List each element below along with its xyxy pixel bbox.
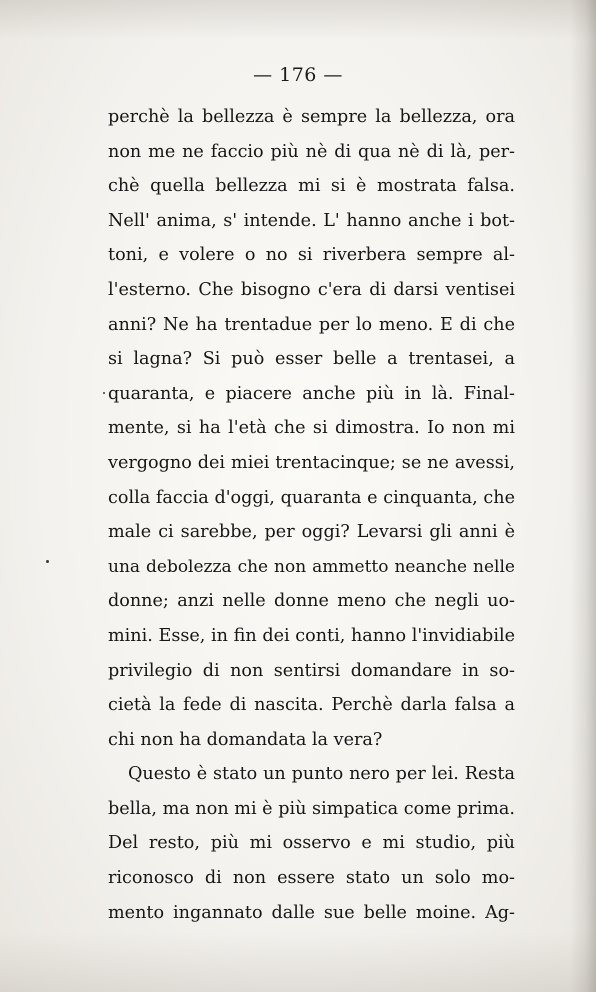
text-line: riconosco di non essere stato un solo mo- [108,868,515,889]
print-speck [103,392,105,394]
text-line: perchè la bellezza è sempre la bellezza, ora [108,107,515,127]
text-line: una debolezza che non ammetto neanche nelle [108,556,515,577]
text-line: Nell' anima, s' intende. L' hanno anche i bot- [108,210,515,231]
text-line: quaranta, e piacere anche più in là. Final- [108,383,515,404]
text-line: donne; anzi nelle donne meno che negli uo- [108,591,515,612]
page-right-shadow [570,0,596,992]
text-line: l'esterno. Che bisogno c'era di darsi ventisei [108,279,515,300]
text-line: vergogno dei miei trentacinque; se ne avessi, [108,452,515,473]
text-line: bella, ma non mi è più simpatica come prima. [108,798,515,819]
page-top-shadow [0,0,596,40]
text-line: toni, e volere o no si riverbera sempre al- [108,245,515,266]
text-line: non me ne faccio più nè di qua nè di là, per- [108,141,515,162]
text-line: mento ingannato dalle sue belle moine. Ag- [108,902,515,923]
page-number: — 176 — [253,64,343,86]
page-bottom-shadow [0,932,596,992]
print-speck [46,560,49,563]
text-line: privilegio di non sentirsi domandare in so- [108,660,515,681]
body-text [108,100,515,930]
text-line: male ci sarebbe, per oggi? Levarsi gli anni è [108,522,515,543]
text-line: colla faccia d'oggi, quaranta e cinquanta, che [108,487,515,508]
paragraph-start-line: Questo è stato un punto nero per lei. Resta [128,764,515,785]
text-line: Del resto, più mi osservo e mi studio, più [108,833,515,854]
text-line: cietà la fede di nascita. Perchè darla falsa a [108,695,515,716]
text-line: chi non ha domandata la vera? [108,729,383,750]
text-line: si lagna? Si può esser belle a trentasei, a [108,349,515,370]
text-line: mente, si ha l'età che si dimostra. Io non mi [108,418,515,439]
text-line: mini. Esse, in fin dei conti, hanno l'invidiabile [108,625,515,646]
text-line: chè quella bellezza mi si è mostrata falsa. [108,176,515,197]
text-line: anni? Ne ha trentadue per lo meno. E di che [108,314,515,335]
